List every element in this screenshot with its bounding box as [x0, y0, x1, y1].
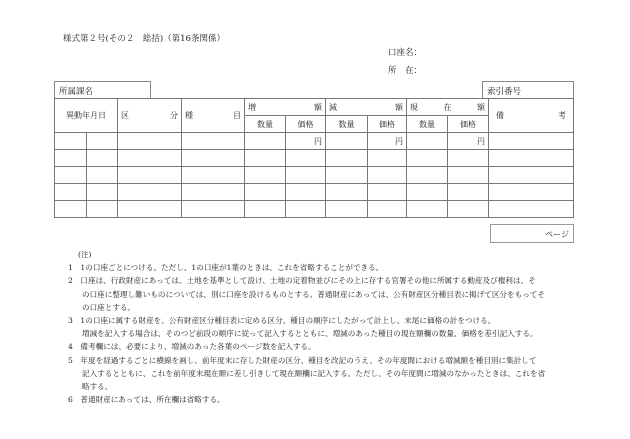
index-number-field[interactable]	[482, 81, 574, 99]
form-title: 様式第２号(その２ 総括)（第16条関係）	[63, 34, 225, 44]
date-cell-b[interactable]	[87, 201, 118, 218]
header-category: 区 分	[118, 99, 182, 133]
header-remarks: 備 考	[489, 99, 574, 133]
current-price-cell[interactable]	[448, 184, 489, 201]
current-price-cell[interactable]	[448, 167, 489, 184]
decrease-quantity-cell[interactable]	[326, 150, 368, 167]
notes-section	[68, 248, 628, 406]
item-cell[interactable]	[182, 184, 245, 201]
increase-quantity-cell[interactable]	[245, 150, 286, 167]
item-cell[interactable]	[182, 150, 245, 167]
date-cell-a[interactable]	[55, 167, 87, 184]
note-3: 3 1の口座に属する財産を、公有財産区分種目表に定める区分、種目の順序にしたがって計上し、末尾に価格の計をつける。	[68, 316, 496, 326]
note-5-cont: 記入するとともに、これを前年度末現在額に差し引きして現在額欄に記入する。ただし、その年度間に増減のなかったときは、これを省	[82, 368, 546, 378]
table-row	[55, 201, 574, 218]
decrease-price-cell[interactable]	[368, 167, 407, 184]
table-row	[55, 133, 574, 150]
increase-quantity-cell[interactable]	[245, 184, 286, 201]
date-cell-b[interactable]	[87, 184, 118, 201]
table-row	[55, 150, 574, 167]
table-row	[55, 184, 574, 201]
note-2: 2 口座は、行政財産にあっては、土地を基準として設け、土地の定着物並びにその上に存する官署その他に所属する動産及び権利は、そ	[68, 276, 536, 286]
remarks-cell[interactable]	[489, 201, 574, 218]
increase-price-cell[interactable]	[286, 167, 326, 184]
item-cell[interactable]	[182, 201, 245, 218]
note-1: 1 1の口座ごとにつける。ただし、1の口座が1葉のときは、これを省略することができる。	[68, 263, 384, 273]
current-quantity-cell[interactable]	[407, 133, 448, 150]
index-number-label: 索引番号	[487, 87, 522, 97]
category-cell[interactable]	[118, 167, 182, 184]
note-4: 4 備考欄には、必要により、増減のあった各葉のページ数を記入する。	[68, 342, 316, 352]
increase-price-header: 価格	[286, 116, 326, 133]
date-cell-b[interactable]	[87, 133, 118, 150]
increase-price-cell[interactable]	[286, 201, 326, 218]
date-cell-a[interactable]	[55, 133, 87, 150]
account-name-label: 口座名：	[388, 48, 423, 58]
location-label: 所 在：	[388, 66, 423, 76]
yen-unit: 円	[314, 136, 322, 146]
category-cell[interactable]	[118, 201, 182, 218]
decrease-quantity-cell[interactable]	[326, 201, 368, 218]
current-quantity-cell[interactable]	[407, 150, 448, 167]
note-3-cont: 増減を記入する場合は、そのつど前段の順序に従って記入するとともに、増減のあった種目の現在額欄の数量、価格を差引記入する。	[82, 329, 538, 339]
category-cell[interactable]	[118, 150, 182, 167]
yen-unit: 円	[395, 136, 403, 146]
current-price-cell[interactable]	[448, 133, 489, 150]
decrease-quantity-cell[interactable]	[326, 184, 368, 201]
header-current: 現 在 額	[407, 99, 489, 116]
header-item: 種 目	[182, 99, 245, 133]
item-cell[interactable]	[182, 167, 245, 184]
remarks-cell[interactable]	[489, 150, 574, 167]
property-ledger-table	[54, 98, 574, 218]
date-cell-a[interactable]	[55, 201, 87, 218]
decrease-price-cell[interactable]	[368, 184, 407, 201]
date-cell-a[interactable]	[55, 150, 87, 167]
increase-price-cell[interactable]	[286, 184, 326, 201]
yen-unit: 円	[477, 136, 485, 146]
date-cell-b[interactable]	[87, 150, 118, 167]
department-label: 所属課名	[59, 87, 94, 97]
department-field[interactable]	[54, 81, 151, 99]
current-price-cell[interactable]	[448, 201, 489, 218]
decrease-quantity-cell[interactable]	[326, 167, 368, 184]
note-2-cont: の口座とする。	[82, 302, 136, 312]
increase-quantity-cell[interactable]	[245, 133, 286, 150]
remarks-cell[interactable]	[489, 184, 574, 201]
decrease-price-cell[interactable]	[368, 150, 407, 167]
note-5: 5 年度を経過するごとに横線を画し、前年度末に存した財産の区分、種目を改記のうえ、その年度間における増減額を種目別に集計して	[68, 355, 537, 365]
date-cell-a[interactable]	[55, 184, 87, 201]
increase-quantity-cell[interactable]	[245, 167, 286, 184]
notes-heading: (注)	[78, 250, 92, 259]
decrease-quantity-cell[interactable]	[326, 133, 368, 150]
page-number-field[interactable]	[490, 224, 574, 243]
decrease-price-cell[interactable]	[368, 133, 407, 150]
current-quantity-cell[interactable]	[407, 184, 448, 201]
remarks-cell[interactable]	[489, 167, 574, 184]
note-5-cont: 略する。	[82, 382, 113, 392]
note-2-cont: の口座に整理し難いものについては、別に口座を設けるものとする。普通財産にあっては、公有財産区分種目表に掲げて区分をもってそ	[82, 289, 545, 299]
remarks-cell[interactable]	[489, 133, 574, 150]
increase-price-cell[interactable]	[286, 150, 326, 167]
decrease-quantity-header: 数量	[326, 116, 368, 133]
date-cell-b[interactable]	[87, 167, 118, 184]
current-quantity-cell[interactable]	[407, 201, 448, 218]
increase-quantity-cell[interactable]	[245, 201, 286, 218]
page-label: ページ	[545, 230, 569, 239]
increase-price-cell[interactable]	[286, 133, 326, 150]
item-cell[interactable]	[182, 133, 245, 150]
table-row	[55, 167, 574, 184]
header-row-1	[55, 99, 574, 116]
category-cell[interactable]	[118, 133, 182, 150]
increase-quantity-header: 数量	[245, 116, 286, 133]
decrease-price-cell[interactable]	[368, 201, 407, 218]
category-cell[interactable]	[118, 184, 182, 201]
header-decrease: 減 額	[326, 99, 407, 116]
current-price-cell[interactable]	[448, 150, 489, 167]
current-price-header: 価格	[448, 116, 489, 133]
current-quantity-cell[interactable]	[407, 167, 448, 184]
header-date: 異動年月日	[55, 99, 118, 133]
header-increase: 増 額	[245, 99, 326, 116]
note-6: 6 普通財産にあっては、所在欄は省略する。	[68, 395, 225, 405]
current-quantity-header: 数量	[407, 116, 448, 133]
decrease-price-header: 価格	[368, 116, 407, 133]
